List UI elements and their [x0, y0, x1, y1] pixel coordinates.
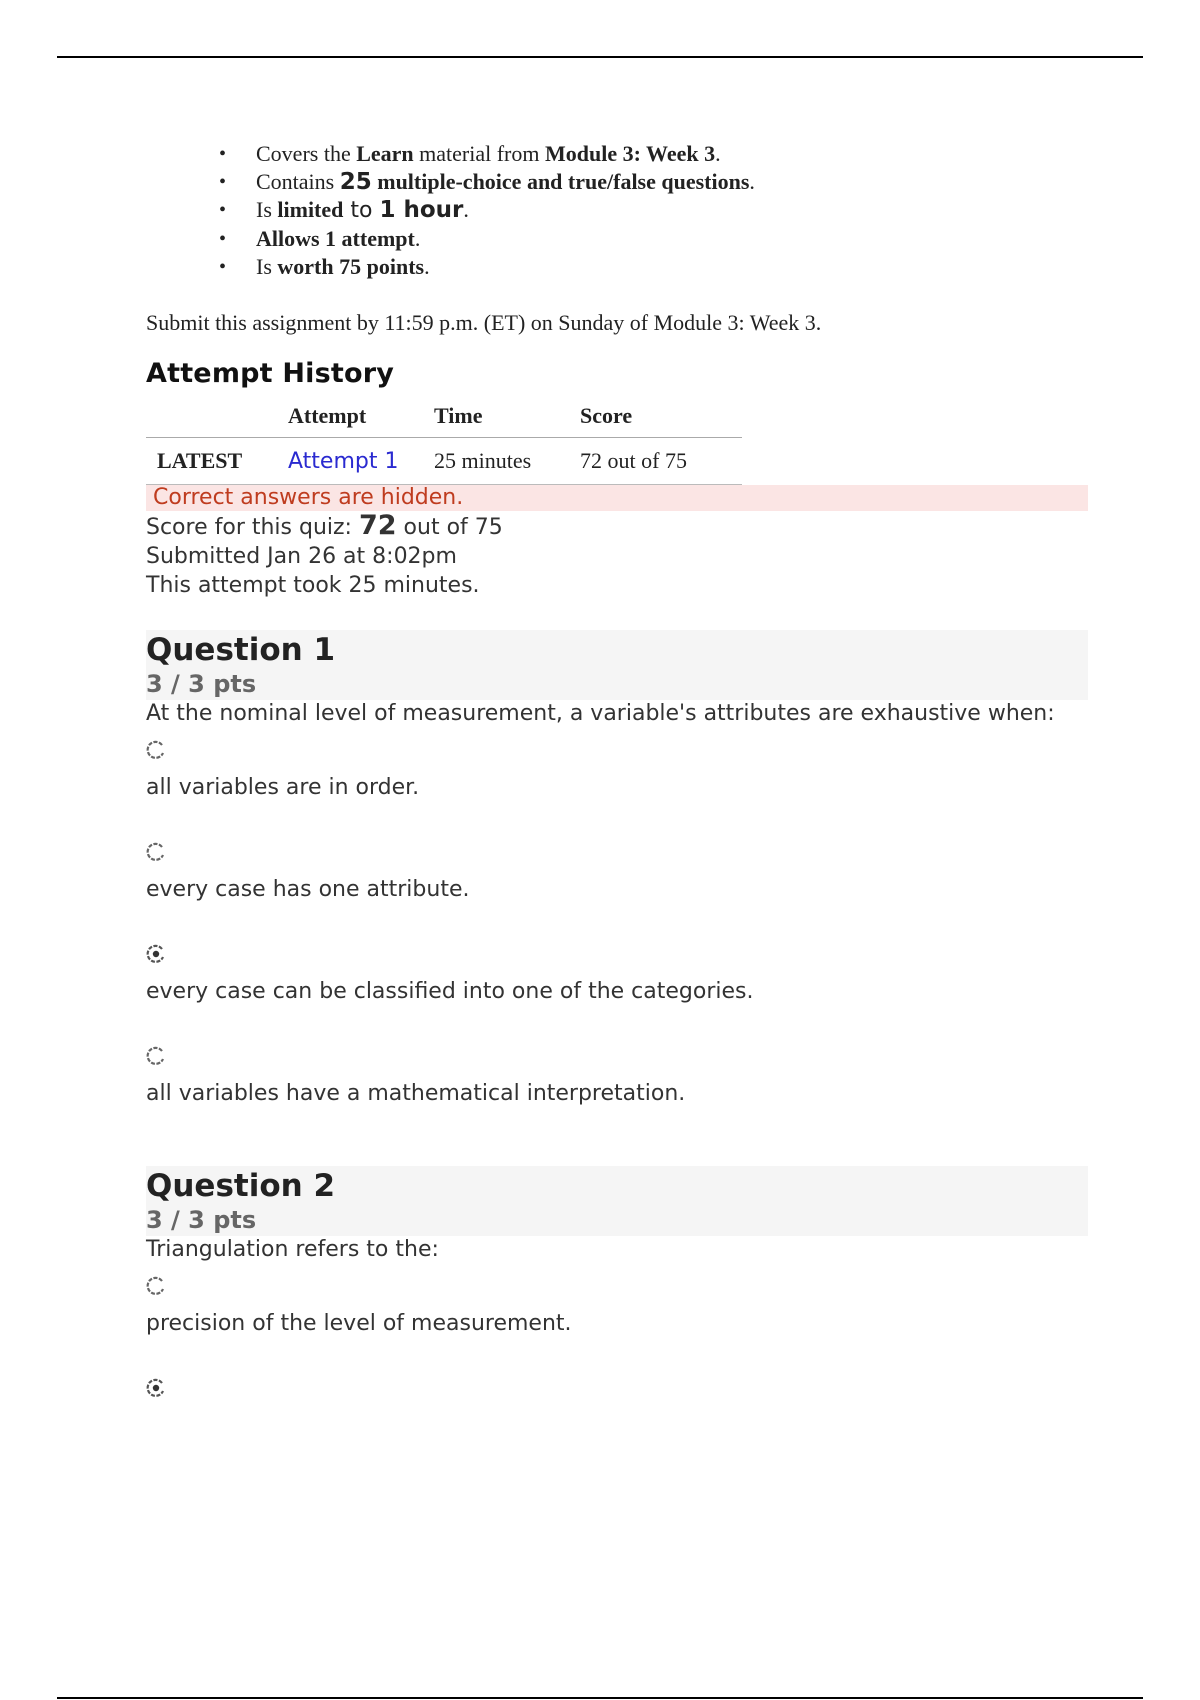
submit-deadline: Submit this assignment by 11:59 p.m. (ET) on Sunday of Module 3: Week 3.: [146, 310, 822, 335]
question-text: At the nominal level of measurement, a variable's attributes are exhaustive when:: [146, 701, 1055, 726]
radio-unselected-icon[interactable]: [146, 740, 166, 760]
quiz-score: Score for this quiz: 72 out of 75: [146, 510, 503, 541]
question-header: [146, 1166, 1088, 1236]
question-header: [146, 630, 1088, 700]
answers-hidden-notice: Correct answers are hidden.: [146, 485, 1088, 511]
radio-selected-icon[interactable]: [146, 944, 166, 964]
page-content: [146, 140, 1088, 1398]
column-header-attempt: Attempt: [288, 399, 434, 438]
answer-option-text: precision of the level of measurement.: [146, 1311, 572, 1336]
info-item-attempts: • Allows 1 attempt.: [256, 225, 1088, 253]
radio-unselected-icon[interactable]: [146, 1276, 166, 1296]
score-summary: [146, 511, 1088, 600]
bottom-rule: [57, 1697, 1143, 1699]
attempt-1-link[interactable]: Attempt 1: [288, 449, 399, 474]
column-header-blank: [146, 399, 288, 438]
answer-option-text: every case has one attribute.: [146, 877, 470, 902]
answer-option-text: every case can be classified into one of the categories.: [146, 979, 754, 1004]
answer-option-text: all variables have a mathematical interpretation.: [146, 1081, 686, 1106]
table-header-row: [146, 399, 742, 438]
top-rule: [57, 56, 1143, 58]
attempt-history-heading: Attempt History: [146, 358, 395, 389]
attempt-score: 72 out of 75: [580, 438, 742, 485]
answer-option[interactable]: [146, 1276, 1088, 1366]
info-item-contains: • Contains 25 multiple-choice and true/false questions.: [256, 168, 1088, 196]
answer-option[interactable]: [146, 1046, 1088, 1136]
radio-unselected-icon[interactable]: [146, 842, 166, 862]
question-1: [146, 630, 1088, 1136]
question-points: 3 / 3 pts: [146, 670, 257, 698]
question-2: [146, 1166, 1088, 1398]
column-header-score: Score: [580, 399, 742, 438]
radio-selected-icon[interactable]: [146, 1378, 166, 1398]
question-title: Question 2: [146, 1168, 336, 1204]
answer-option[interactable]: [146, 740, 1088, 830]
quiz-info-list: [146, 140, 1088, 281]
attempt-time: 25 minutes: [434, 438, 580, 485]
answer-option-selected[interactable]: [146, 944, 1088, 1034]
answer-option-text: all variables are in order.: [146, 775, 420, 800]
latest-label: LATEST: [146, 438, 288, 485]
radio-unselected-icon[interactable]: [146, 1046, 166, 1066]
attempt-duration: This attempt took 25 minutes.: [146, 573, 480, 598]
attempt-history-table: [146, 399, 742, 485]
table-row: [146, 438, 742, 485]
answer-option-selected[interactable]: [146, 1378, 1088, 1398]
info-item-points: • Is worth 75 points.: [256, 253, 1088, 281]
question-text: Triangulation refers to the:: [146, 1237, 439, 1262]
submitted-time: Submitted Jan 26 at 8:02pm: [146, 544, 457, 569]
info-item-limited: • Is limited to 1 hour.: [256, 196, 1088, 225]
question-points: 3 / 3 pts: [146, 1206, 257, 1234]
info-item-covers: • Covers the Learn material from Module 3: Week 3.: [256, 140, 1088, 168]
column-header-time: Time: [434, 399, 580, 438]
question-title: Question 1: [146, 632, 336, 668]
answer-option[interactable]: [146, 842, 1088, 932]
